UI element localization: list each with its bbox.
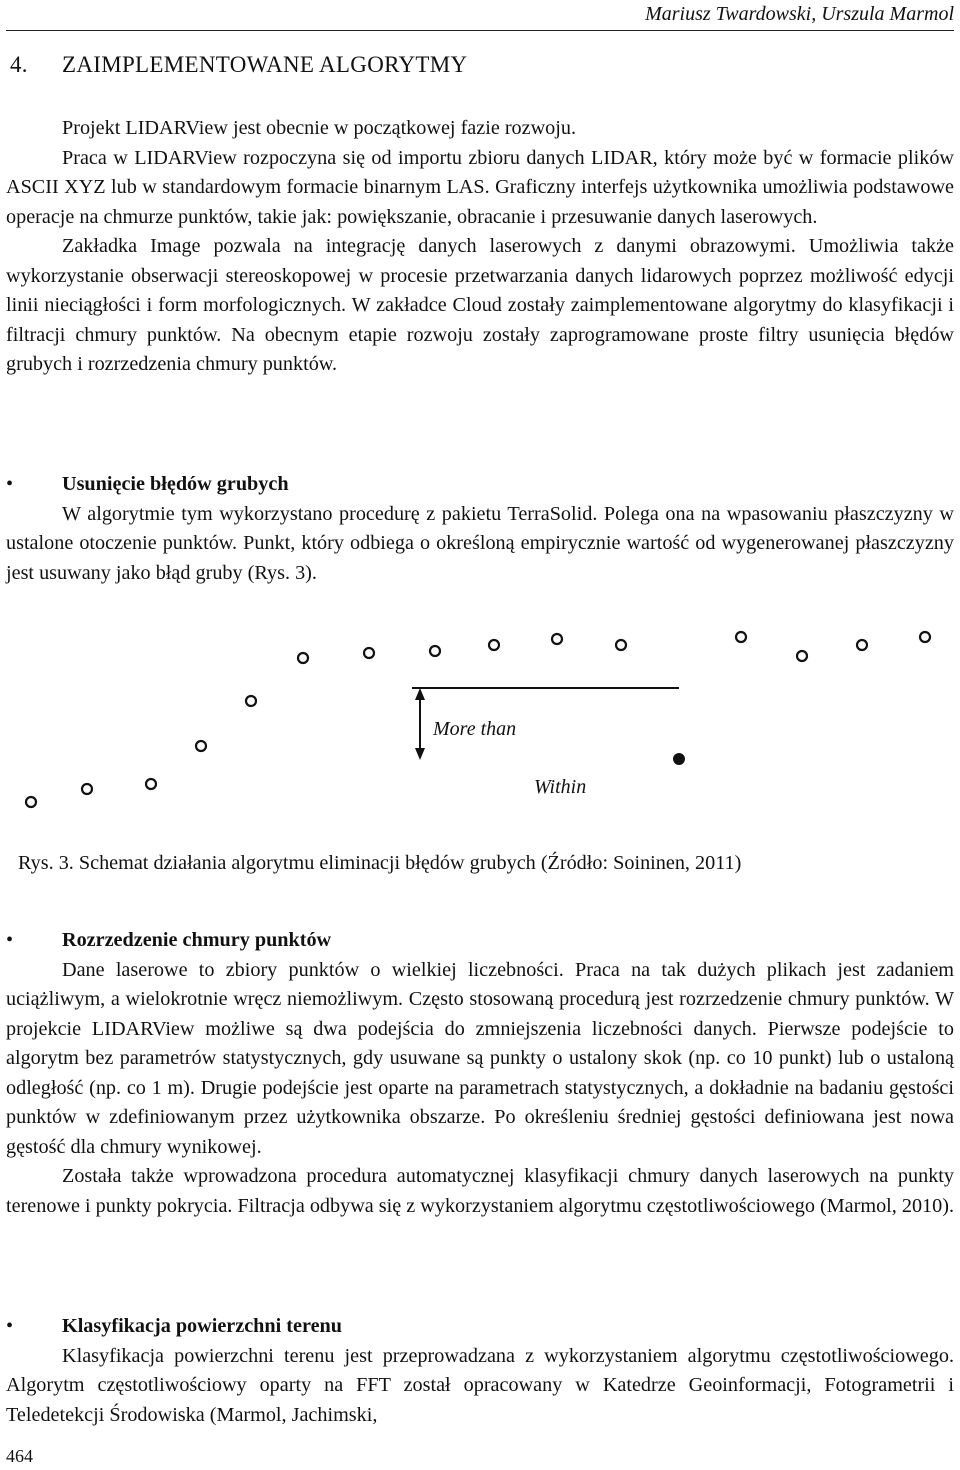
- bullet-gross-errors: [6, 470, 954, 588]
- intro-paragraph-2: Praca w LIDARView rozpoczyna się od importu zbioru danych LIDAR, który może być w formacie plików ASCII XYZ lub w standardowym formacie binarnym LAS. Graficzny interfejs użytkownika umożliwia podstawowe operacje na chmurze punktów, takie jak: powiększanie, obracanie i przesuwanie danych laserowych.: [6, 146, 954, 228]
- intro-paragraph-3: Zakładka Image pozwala na integrację danych laserowych z danymi obrazowymi. Umożliwia także wykorzystanie obserwacji stereoskopowej w procesie przetwarzania danych lidarowych poprzez możliwość edycji linii nieciągłości i form morfologicznych. W zakładce Cloud zostały zaimplementowane algorytmy do klasyfikacji i filtracji chmury punktów. Na obecnym etapie rozwoju zostały zaprogramowane proste filtry usunięcia błędów grubych i rozrzedzenia chmury punktów.: [6, 235, 954, 375]
- intro-paragraph-1: Projekt LIDARView jest obecnie w początkowej fazie rozwoju.: [62, 117, 577, 139]
- bullet-title-thinning: • Rozrzedzenie chmury punktów: [6, 926, 954, 956]
- section-heading: [10, 52, 467, 78]
- bullet-terrain-classification: [6, 1312, 954, 1430]
- point: [364, 648, 374, 658]
- arrow-head-down: [415, 748, 425, 760]
- bullet-title-gross-errors: • Usunięcie błędów grubych: [6, 470, 954, 500]
- bullet-icon: •: [6, 929, 14, 951]
- point: [26, 797, 36, 807]
- bullet-icon: •: [6, 473, 14, 495]
- bullet-thinning: [6, 926, 954, 1221]
- section-number: 4.: [10, 52, 28, 77]
- label-within: Within: [534, 776, 587, 798]
- point: [736, 632, 746, 642]
- point: [920, 632, 930, 642]
- point: [246, 696, 256, 706]
- point: [82, 784, 92, 794]
- intro-block: [6, 114, 954, 380]
- arrow-head-up: [415, 688, 425, 700]
- point: [430, 646, 440, 656]
- bullet-icon: •: [6, 1315, 14, 1337]
- point: [857, 640, 867, 650]
- bullet-text-thinning-1: Dane laserowe to zbiory punktów o wielkiej liczebności. Praca na tak dużych plikach jest zadaniem uciążliwym, a wielokrotnie wręcz niemożliwym. Często stosowaną procedurą jest rozrzedzenie chmury punktów. W projekcie LIDARView możliwe są dwa podejścia do zmniejszenia liczebności danych. Pierwsze podejście to algorytm bez parametrów statystycznych, gdy usuwane są punkty o ustalony skok (np. co 10 punkt) lub o ustaloną odległość (np. co 1 m). Drugie podejście jest oparte na parametrach statystycznych, a dokładnie na badaniu gęstości punktów w zdefiniowanym przez użytkownika obszarze. Po określeniu średniej gęstości definiowana jest nowa gęstość dla chmury wynikowej.: [6, 958, 954, 1158]
- outlier-point: [673, 753, 685, 765]
- header-rule: [6, 30, 954, 31]
- page-number: 464: [6, 1446, 33, 1466]
- point: [616, 640, 626, 650]
- point: [489, 640, 499, 650]
- point: [797, 651, 807, 661]
- figure-gross-error-scheme: [0, 618, 960, 838]
- bullet-text-terrain: Klasyfikacja powierzchni terenu jest przeprowadzana z wykorzystaniem algorytmu częstotliwościowego. Algorytm częstotliwościowy oparty na FFT został opracowany w Katedrze Geoinformacji, Fotogrametrii i Teledetekcji Środowiska (Marmol, Jachimski,: [6, 1344, 954, 1426]
- bullet-text-thinning-2: Została także wprowadzona procedura automatycznej klasyfikacji chmury danych laserowych na punkty terenowe i punkty pokrycia. Filtracja odbywa się z wykorzystaniem algorytmu częstotliwościowego (Marmol, 2010).: [6, 1165, 955, 1217]
- bullet-title-terrain: • Klasyfikacja powierzchni terenu: [6, 1312, 954, 1342]
- point: [298, 653, 308, 663]
- point: [552, 634, 562, 644]
- label-more-than: More than: [433, 718, 517, 740]
- point: [196, 741, 206, 751]
- point: [146, 779, 156, 789]
- running-head: Mariusz Twardowski, Urszula Marmol: [645, 3, 954, 25]
- section-title: ZAIMPLEMENTOWANE ALGORYTMY: [62, 52, 468, 77]
- bullet-text-gross-errors: W algorytmie tym wykorzystano procedurę z pakietu TerraSolid. Polega ona na wpasowaniu płaszczyzny w ustalone otoczenie punktów. Punkt, który odbiega o określoną empirycznie wartość od wygenerowanej płaszczyzny jest usuwany jako błąd gruby (Rys. 3).: [6, 502, 954, 584]
- figure-caption: Rys. 3. Schemat działania algorytmu eliminacji błędów grubych (Źródło: Soininen, 2011): [18, 852, 742, 874]
